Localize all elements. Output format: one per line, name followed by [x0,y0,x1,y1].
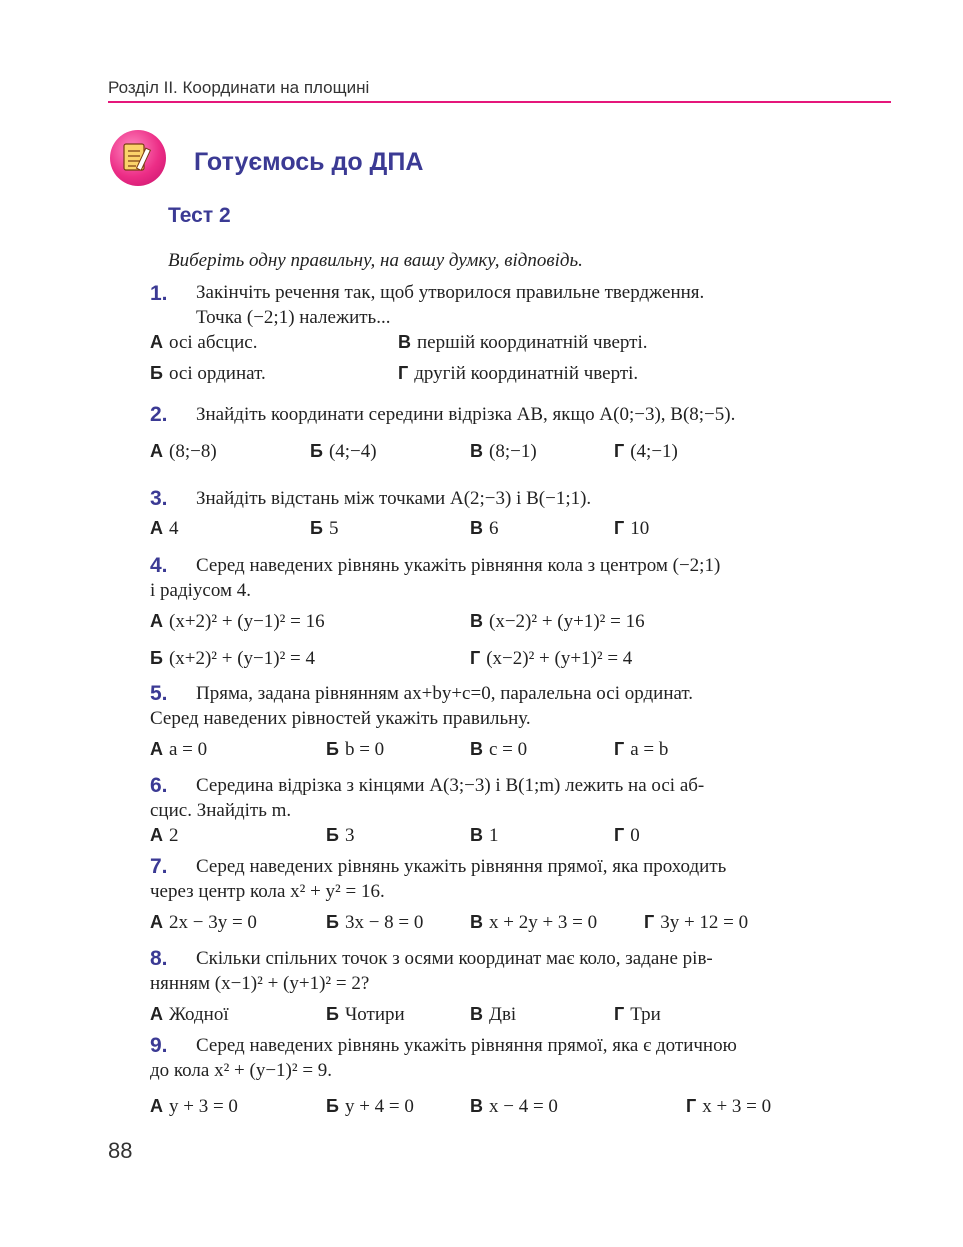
option-letter: В [398,332,411,352]
question-number: 3. [150,487,168,510]
answer-option[interactable] [150,332,258,354]
option-letter: А [150,611,163,631]
answer-option[interactable] [150,611,325,633]
option-letter: Б [326,1004,339,1024]
option-letter: В [470,1096,483,1116]
option-text: (x−2)² + (y+1)² = 4 [486,648,633,669]
answer-option[interactable] [398,363,638,385]
option-letter: Б [310,518,323,538]
question-text: сцис. Знайдіть m. [150,800,292,821]
option-letter: Б [326,739,339,759]
answer-option[interactable] [310,441,377,463]
page-number: 88 [108,1138,133,1163]
option-letter: А [150,441,163,461]
option-letter: В [470,1004,483,1024]
option-letter: А [150,825,163,845]
answer-option[interactable] [150,363,266,385]
question-text: Серед наведених рівнянь укажіть рівняння прямої, яка є дотичною [196,1035,737,1056]
answer-option[interactable] [310,518,338,540]
option-text: a = b [630,739,669,760]
option-letter: Г [686,1096,697,1116]
question-number: 2. [150,403,168,426]
option-letter: Г [470,648,481,668]
option-text: 3 [344,825,355,846]
answer-option[interactable] [150,518,179,540]
answer-option[interactable] [470,441,537,463]
option-letter: Б [150,648,163,668]
option-text: x − 4 = 0 [489,1096,558,1117]
question-text: Скільки спільних точок з осями координат має коло, задане рів- [196,948,713,969]
header-divider [108,101,891,103]
question-text: Серед наведених рівнянь укажіть рівняння кола з центром (−2;1) [196,555,721,576]
option-letter: Г [614,825,625,845]
option-letter: Г [614,441,625,461]
option-text: 1 [489,825,499,846]
answer-option[interactable] [470,1004,516,1026]
option-letter: А [150,739,163,759]
answer-option[interactable] [470,825,499,847]
option-text: 0 [630,825,640,846]
answer-option[interactable] [150,648,315,670]
answer-option[interactable] [398,332,648,354]
option-text: другій координатній чверті. [414,363,639,384]
option-text: осі ординат. [168,363,266,384]
option-letter: Г [614,739,625,759]
answer-option[interactable] [614,1004,661,1026]
question-text: Серед наведених рівнянь укажіть рівняння прямої, яка проходить [196,856,727,877]
option-letter: Б [326,1096,339,1116]
option-letter: А [150,332,163,352]
option-text: 10 [630,518,650,539]
question-text: Середина відрізка з кінцями A(3;−3) і B(1;m) лежить на осі аб- [196,775,705,796]
question-text: Закінчіть речення так, щоб утворилося правильне твердження. [196,282,705,303]
question-number: 9. [150,1034,168,1057]
answer-option[interactable] [614,441,678,463]
option-text: 2 [169,825,179,846]
question-text: Пряма, задана рівнянням ax+by+c=0, паралельна осі ординат. [196,683,694,704]
option-text: 3y + 12 = 0 [660,912,749,933]
instruction-text: Виберіть одну правильну, на вашу думку, відповідь. [168,250,583,271]
option-text: x + 2y + 3 = 0 [489,912,598,933]
option-letter: В [470,739,483,759]
option-text: 5 [328,518,339,539]
answer-option[interactable] [644,912,748,934]
option-text: 3x − 8 = 0 [344,912,424,933]
question-number: 5. [150,682,168,705]
question-number: 8. [150,947,168,970]
option-text: 6 [489,518,499,539]
option-text: y + 3 = 0 [169,1096,238,1117]
option-text: осі абсцис. [169,332,258,353]
option-text: 4 [169,518,179,539]
option-text: y + 4 = 0 [344,1096,414,1117]
option-text: a = 0 [169,739,208,760]
answer-option[interactable] [326,1004,405,1026]
option-letter: В [470,441,483,461]
answer-option[interactable] [326,912,423,934]
answer-option[interactable] [150,1004,229,1026]
option-text: (8;−1) [489,441,537,462]
option-text: c = 0 [489,739,528,760]
answer-option[interactable] [150,912,257,934]
answer-option[interactable] [614,518,649,540]
option-text: Чотири [344,1004,405,1025]
question-text: Знайдіть координати середини відрізка AB, якщо A(0;−3), B(8;−5). [196,404,736,425]
option-text: (x+2)² + (y−1)² = 16 [169,611,325,632]
question-number: 6. [150,774,168,797]
option-letter: Г [398,363,409,383]
option-letter: А [150,1004,163,1024]
answer-option[interactable] [470,1096,558,1118]
option-letter: А [150,518,163,538]
answer-option[interactable] [150,739,207,761]
option-letter: В [470,518,483,538]
option-text: (8;−8) [169,441,217,462]
option-text: x + 3 = 0 [702,1096,772,1117]
option-text: першій координатній чверті. [417,332,648,353]
answer-option[interactable] [470,912,597,934]
option-letter: А [150,1096,163,1116]
test-subtitle: Тест 2 [168,204,231,227]
option-text: (4;−1) [630,441,678,462]
answer-option[interactable] [470,739,527,761]
option-text: Три [630,1004,661,1025]
answer-option[interactable] [150,1096,238,1118]
option-letter: Г [614,1004,625,1024]
answer-option[interactable] [150,825,179,847]
notebook-icon [110,130,166,186]
question-number: 4. [150,554,168,577]
option-letter: Б [326,912,339,932]
option-text: b = 0 [344,739,385,760]
answer-option[interactable] [614,825,640,847]
question-text: через центр кола x² + y² = 16. [150,881,385,902]
answer-option[interactable] [470,611,645,633]
option-letter: В [470,912,483,932]
option-letter: В [470,825,483,845]
option-text: (x+2)² + (y−1)² = 4 [168,648,315,669]
answer-option[interactable] [326,1096,414,1118]
option-text: Жодної [169,1004,229,1025]
option-text: Дві [489,1004,517,1025]
option-letter: Б [310,441,323,461]
answer-option[interactable] [326,739,384,761]
option-text: (x−2)² + (y+1)² = 16 [489,611,645,632]
question-number: 1. [150,282,168,305]
option-letter: Г [614,518,625,538]
question-text: Серед наведених рівностей укажіть правильну. [150,708,531,729]
answer-option[interactable] [614,739,668,761]
question-text: і радіусом 4. [150,580,252,601]
page-title: Готуємось до ДПА [194,148,424,176]
option-letter: Г [644,912,655,932]
answer-option[interactable] [686,1096,771,1118]
question-text: Точка (−2;1) належить... [196,307,391,328]
option-letter: В [470,611,483,631]
answer-option[interactable] [326,825,354,847]
question-text: нянням (x−1)² + (y+1)² = 2? [150,973,370,994]
option-letter: Б [150,363,163,383]
option-text: 2x − 3y = 0 [169,912,257,933]
answer-option[interactable] [150,441,217,463]
option-letter: А [150,912,163,932]
question-text: Знайдіть відстань між точками A(2;−3) і B(−1;1). [196,488,592,509]
section-header: Розділ ІІ. Координати на площині [108,78,370,97]
question-text: до кола x² + (y−1)² = 9. [150,1060,333,1081]
question-number: 7. [150,855,168,878]
option-letter: Б [326,825,339,845]
option-text: (4;−4) [328,441,377,462]
answer-option[interactable] [470,648,632,670]
answer-option[interactable] [470,518,499,540]
